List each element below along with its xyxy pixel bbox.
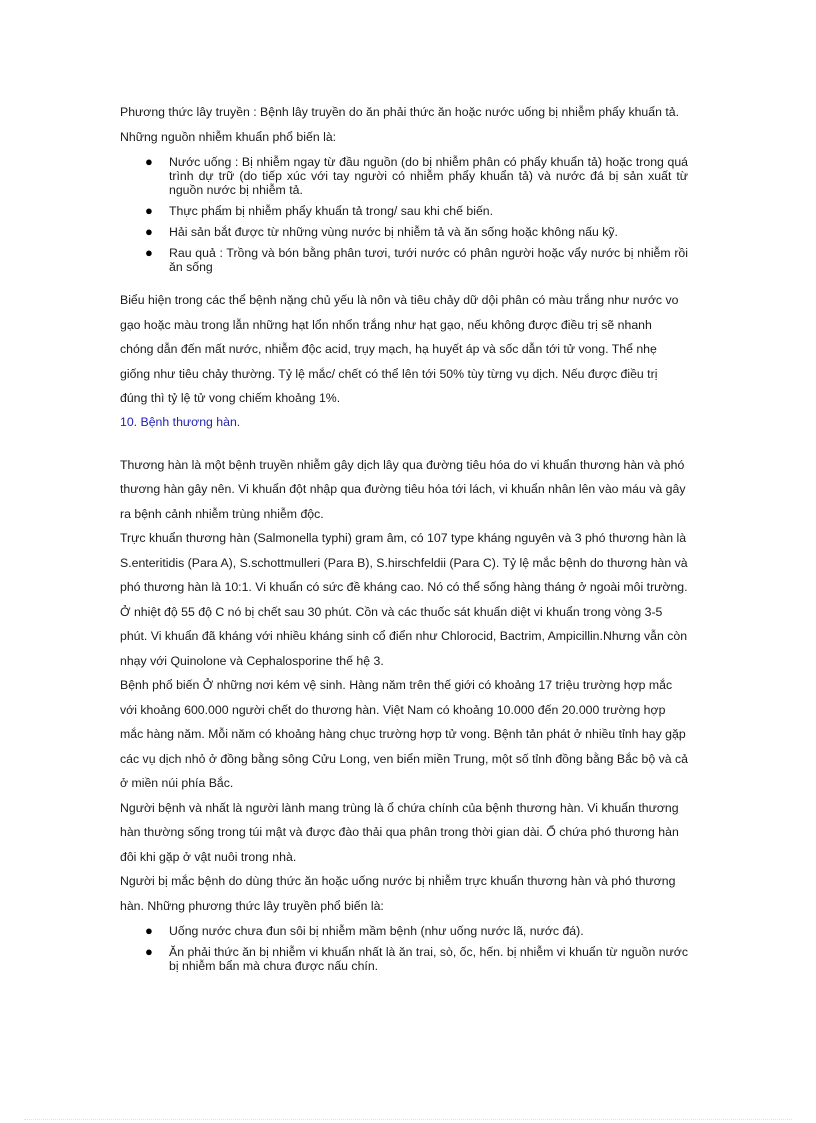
list-item bbox=[120, 204, 688, 218]
bullet-icon: ● bbox=[145, 224, 153, 239]
list-item-text: Ăn phải thức ăn bị nhiễm vi khuẩn nhất là ăn trai, sò, ốc, hến. bị nhiễm vi khuẩn từ nguồn nước bị nhiễm bẩn mà chưa được nấu chín. bbox=[169, 945, 688, 973]
typhoid-paragraph: Người bị mắc bệnh do dùng thức ăn hoặc uống nước bị nhiễm trực khuẩn thương hàn và phó thương hàn. Những phương thức lây truyền phổ biến là: bbox=[120, 874, 676, 913]
cholera-transmission-list bbox=[120, 155, 688, 274]
bullet-icon: ● bbox=[145, 944, 153, 959]
list-item-text: Hải sản bắt được từ những vùng nước bị nhiễm tả và ăn sống hoặc không nấu kỹ. bbox=[169, 225, 618, 239]
typhoid-transmission-list bbox=[120, 924, 688, 973]
list-item bbox=[120, 225, 688, 239]
typhoid-paragraph: Trực khuẩn thương hàn (Salmonella typhi) gram âm, có 107 type kháng nguyên và 3 phó thương hàn là S.enteritidis (Para A), S.schottmulleri (Para B), S.hirschfeldii (Para C). Tỷ lệ mắc bệnh do thương hàn và phó thương hàn là 10:1. Vi khuẩn có sức đề kháng cao. Nó có thể sống hàng tháng ở ngoài môi trường. Ở nhiệt độ 55 độ C nó bị chết sau 30 phút. Cồn và các thuốc sát khuẩn diệt vi khuẩn trong vòng 3-5 phút. Vi khuẩn đã kháng với nhiều kháng sinh cổ điển như Chlorocid, Bactrim, Ampicillin.Nhưng vẫn còn nhạy với Quinolone và Cephalosporine thế hệ 3. bbox=[120, 531, 688, 668]
list-item bbox=[120, 155, 688, 197]
symptoms-paragraph: Biểu hiện trong các thể bệnh nặng chủ yếu là nôn và tiêu chảy dữ dội phân có màu trắng như nước vo gạo hoặc màu trong lẫn những hạt lổn nhổn trắng như hạt gạo, nếu không được điều trị sẽ nhanh chóng dẫn đến mất nước, nhiễm độc acid, trụy mạch, hạ huyết áp và sốc dẫn tới tử vong. Thể nhẹ giống như tiêu chảy thường. Tỷ lệ mắc/ chết có thể lên tới 50% tùy từng vụ dịch. Nếu được điều trị đúng thì tỷ lệ tử vong chiếm khoảng 1%. bbox=[120, 293, 679, 405]
list-item-text: Rau quả : Trồng và bón bằng phân tươi, tưới nước có phân người hoặc vẩy nước bị nhiễm rồi ăn sống bbox=[169, 246, 688, 274]
typhoid-paragraph: Người bệnh và nhất là người lành mang trùng là ổ chứa chính của bệnh thương hàn. Vi khuẩn thương hàn thường sống trong túi mật và được đào thải qua phân trong thời gian dài. Ổ chứa phó thương hàn đôi khi gặp ở vật nuôi trong nhà. bbox=[120, 800, 679, 864]
list-item bbox=[120, 924, 688, 938]
typhoid-paragraph: Thương hàn là một bệnh truyền nhiễm gây dịch lây qua đường tiêu hóa do vi khuẩn thương hàn và phó thương hàn gây nên. Vi khuẩn đột nhập qua đường tiêu hóa tới lách, vi khuẩn nhân lên vào máu và gây ra bệnh cảnh nhiễm trùng nhiễm độc. bbox=[120, 457, 686, 521]
bullet-icon: ● bbox=[145, 203, 153, 218]
list-item-text: Nước uống : Bị nhiễm ngay từ đầu nguồn (do bị nhiễm phân có phẩy khuẩn tả) hoặc trong quá trình dự trữ (do tiếp xúc với tay người có nhiễm phẩy khuẩn tả) và nước đá bị sản xuất từ nguồn nước bị nhiễm tả. bbox=[169, 155, 688, 197]
bullet-icon: ● bbox=[145, 245, 153, 260]
typhoid-paragraph: Bệnh phổ biến Ở những nơi kém vệ sinh. Hàng năm trên thế giới có khoảng 17 triệu trường hợp mắc với khoảng 600.000 người chết do thương hàn. Việt Nam có khoảng 10.000 đến 20.000 trường hợp mắc hàng năm. Mỗi năm có khoảng hàng chục trường hợp tử vong. Bệnh tản phát ở nhiều tỉnh hay gặp các vụ dịch nhỏ ở đồng bằng sông Cửu Long, ven biển miền Trung, một số tỉnh đồng bằng Bắc bộ và cả ở miền núi phía Bắc. bbox=[120, 678, 688, 790]
page-content bbox=[120, 100, 688, 980]
list-item-text: Thực phẩm bị nhiễm phẩy khuẩn tả trong/ sau khi chế biến. bbox=[169, 204, 494, 218]
bullet-icon: ● bbox=[145, 154, 153, 169]
intro-paragraph: Phương thức lây truyền : Bệnh lây truyền do ăn phải thức ăn hoặc nước uống bị nhiễm phẩy khuẩn tả. Những nguồn nhiễm khuẩn phổ biến là: bbox=[120, 105, 680, 144]
list-item bbox=[120, 945, 688, 973]
list-item-text: Uống nước chưa đun sôi bị nhiễm mầm bệnh (như uống nước lã, nước đá). bbox=[169, 924, 584, 938]
bullet-icon: ● bbox=[145, 923, 153, 938]
page-bottom-divider bbox=[24, 1119, 792, 1120]
section-heading: 10. Bệnh thương hàn. bbox=[120, 414, 241, 429]
list-item bbox=[120, 246, 688, 274]
